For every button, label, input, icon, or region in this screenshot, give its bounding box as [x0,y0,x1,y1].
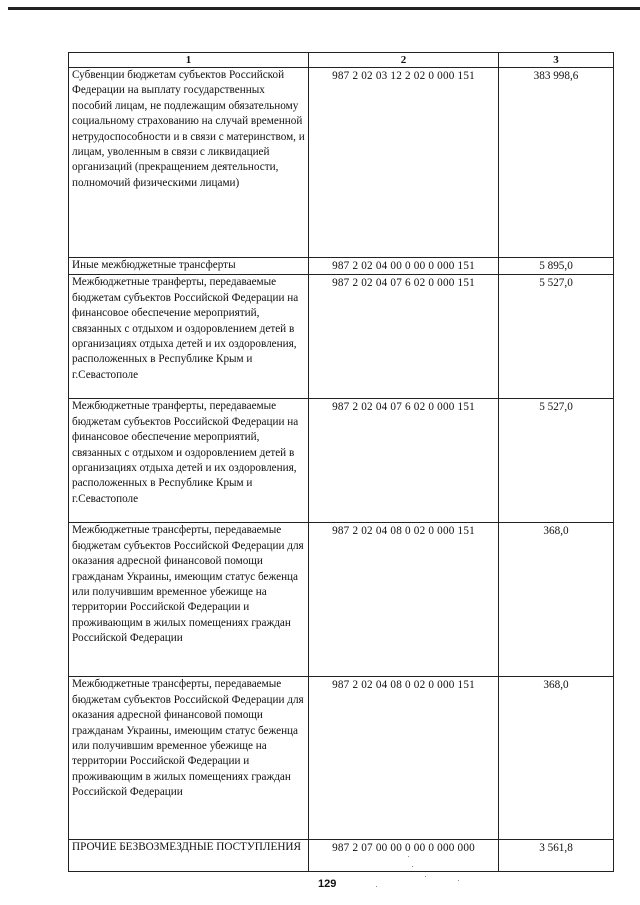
row-name: Субвенции бюджетам субъектов Российской Федерации на выплату государственных пособий лицам, не подлежащим обязательному социальному страхованию на случай временной нетрудоспособности и в связи с материнством, и лицам, уволенным в связи с ликвидацией организаций (прекращением деятельности, полномочий физическими лицами) [69,68,309,258]
row-name: Межбюджетные транферты, передаваемые бюджетам субъектов Российской Федерации на финансовое обеспечение мероприятий, связанных с отдыхом и оздоровлением детей в организациях отдыха детей и их оздоровления, расположенных в Республике Крым и г.Севастополе [69,399,309,523]
scan-speck [458,880,459,881]
row-amount: 368,0 [499,523,614,677]
scan-speck [412,866,413,867]
header-row [69,53,614,68]
row-name: ПРОЧИЕ БЕЗВОЗМЕЗДНЫЕ ПОСТУПЛЕНИЯ [69,840,309,872]
table-row [69,68,614,258]
scan-speck [408,856,409,857]
row-amount: 383 998,6 [499,68,614,258]
top-rule [8,7,640,10]
row-code: 987 2 02 04 07 6 02 0 000 151 [309,399,499,523]
row-name: Межбюджетные трансферты, передаваемые бюджетам субъектов Российской Федерации для оказания адресной финансовой помощи гражданам Украины, имеющим статус беженца или получившим временное убежище на территории Российской Федерации и проживающим в жилых помещениях граждан Российской Федерации [69,677,309,840]
scan-speck [425,876,426,877]
row-amount: 368,0 [499,677,614,840]
row-code: 987 2 02 04 08 0 02 0 000 151 [309,677,499,840]
column-header-1: 1 [69,53,309,68]
row-code: 987 2 02 04 00 0 00 0 000 151 [309,258,499,275]
row-code: 987 2 02 04 07 6 02 0 000 151 [309,275,499,399]
scan-speck [376,886,377,887]
page-number: 129 [318,878,337,890]
row-name: Иные межбюджетные трансферты [69,258,309,275]
budget-table [68,52,614,872]
table-row [69,258,614,275]
row-name: Межбюджетные транферты, передаваемые бюджетам субъектов Российской Федерации на финансовое обеспечение мероприятий, связанных с отдыхом и оздоровлением детей в организациях отдыха детей и их оздоровления, расположенных в Республике Крым и г.Севастополе [69,275,309,399]
table-row [69,275,614,399]
column-header-2: 2 [309,53,499,68]
column-header-3: 3 [499,53,614,68]
row-amount: 5 527,0 [499,275,614,399]
row-name: Межбюджетные трансферты, передаваемые бюджетам субъектов Российской Федерации для оказания адресной финансовой помощи гражданам Украины, имеющим статус беженца или получившим временное убежище на территории Российской Федерации и проживающим в жилых помещениях граждан Российской Федерации [69,523,309,677]
row-code: 987 2 02 04 08 0 02 0 000 151 [309,523,499,677]
row-amount: 3 561,8 [499,840,614,872]
row-amount: 5 895,0 [499,258,614,275]
row-code: 987 2 07 00 00 0 00 0 000 000 [309,840,499,872]
table-row [69,523,614,677]
row-amount: 5 527,0 [499,399,614,523]
table-row [69,677,614,840]
row-code: 987 2 02 03 12 2 02 0 000 151 [309,68,499,258]
table-row [69,840,614,872]
table-row [69,399,614,523]
